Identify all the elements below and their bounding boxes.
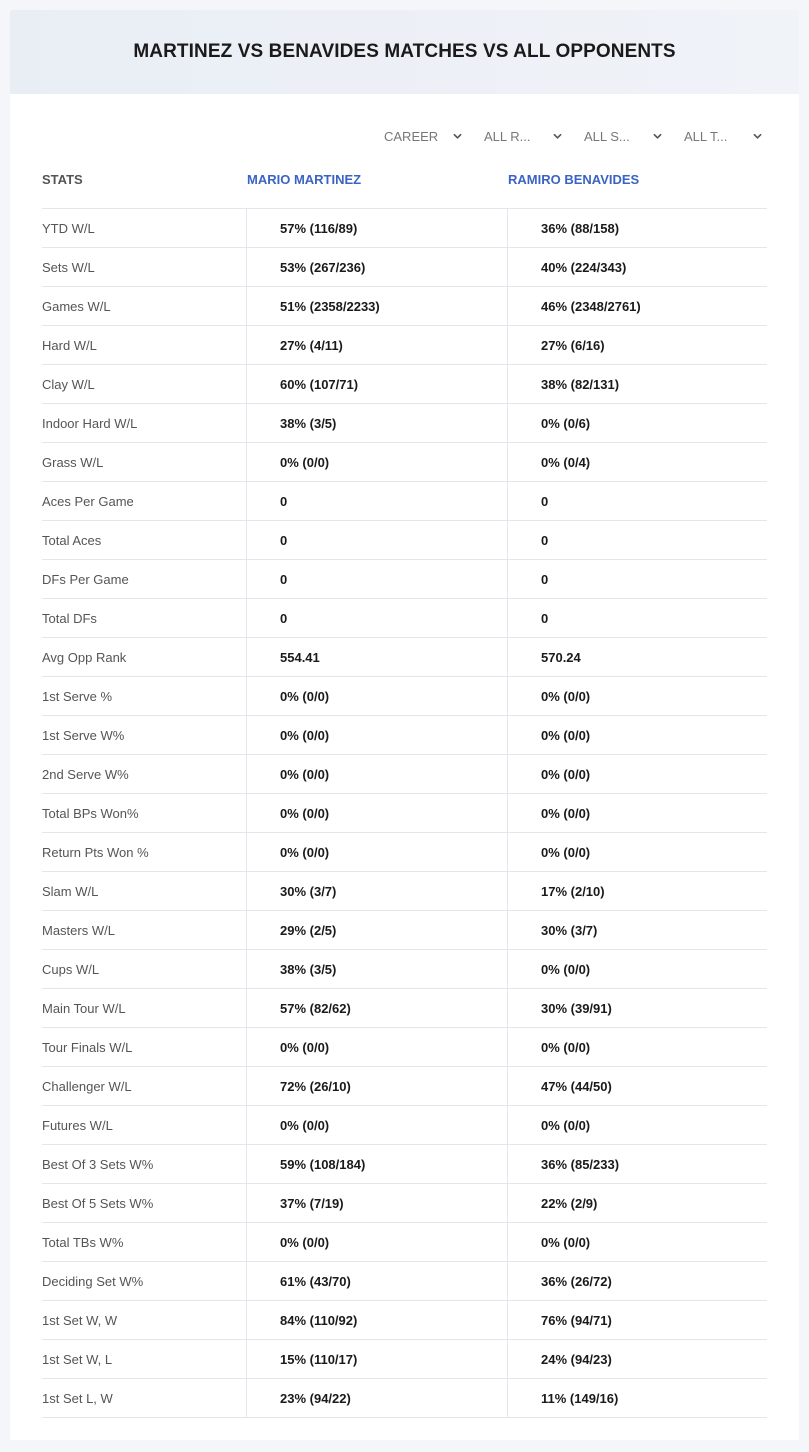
player1-value: 0% (0/0): [246, 677, 507, 715]
table-row: [42, 1379, 767, 1418]
filter-tournaments-label: ALL T...: [684, 128, 728, 144]
table-row: [42, 989, 767, 1028]
player1-value: 0: [246, 599, 507, 637]
chevron-down-icon: [553, 132, 562, 141]
player1-value: 0% (0/0): [246, 1223, 507, 1261]
table-row: [42, 521, 767, 560]
player2-value: 0% (0/0): [507, 833, 767, 871]
player1-value: 23% (94/22): [246, 1379, 507, 1417]
player1-value: 0% (0/0): [246, 1106, 507, 1144]
player2-value: 40% (224/343): [507, 248, 767, 286]
stat-label: DFs Per Game: [42, 571, 129, 587]
table-row: [42, 1262, 767, 1301]
player1-value: 51% (2358/2233): [246, 287, 507, 325]
stat-label: 1st Set L, W: [42, 1390, 113, 1406]
table-row: [42, 911, 767, 950]
player2-value: 0% (0/0): [507, 1223, 767, 1261]
chevron-down-icon: [753, 132, 762, 141]
table-header: [42, 168, 767, 208]
stat-label: Deciding Set W%: [42, 1273, 144, 1289]
table-row: [42, 599, 767, 638]
filter-period-dropdown[interactable]: [374, 124, 474, 148]
stat-label: Indoor Hard W/L: [42, 415, 138, 431]
stat-label: Total Aces: [42, 532, 102, 548]
player2-value: 24% (94/23): [507, 1340, 767, 1378]
stat-label: Best Of 3 Sets W%: [42, 1156, 154, 1172]
table-row: [42, 1028, 767, 1067]
stat-label: Best Of 5 Sets W%: [42, 1195, 154, 1211]
table-row: [42, 1223, 767, 1262]
player1-value: 0% (0/0): [246, 833, 507, 871]
player1-value: 38% (3/5): [246, 950, 507, 988]
table-row: [42, 365, 767, 404]
player1-value: 57% (82/62): [246, 989, 507, 1027]
player1-value: 29% (2/5): [246, 911, 507, 949]
player1-value: 0% (0/0): [246, 443, 507, 481]
column-header-player2-link[interactable]: RAMIRO BENAVIDES: [508, 172, 640, 187]
stat-label: 1st Serve W%: [42, 727, 125, 743]
stat-label: Main Tour W/L: [42, 1000, 126, 1016]
player1-value: 38% (3/5): [246, 404, 507, 442]
table-row: [42, 404, 767, 443]
player1-value: 0% (0/0): [246, 1028, 507, 1066]
player2-value: 30% (3/7): [507, 911, 767, 949]
player2-value: 38% (82/131): [507, 365, 767, 403]
player2-value: 0% (0/0): [507, 677, 767, 715]
filter-bar: [374, 124, 774, 148]
player2-value: 0% (0/0): [507, 1106, 767, 1144]
stat-label: Total DFs: [42, 610, 97, 626]
player2-value: 0% (0/0): [507, 1028, 767, 1066]
table-row: [42, 1106, 767, 1145]
table-row: [42, 872, 767, 911]
player1-value: 0: [246, 560, 507, 598]
player2-value: 30% (39/91): [507, 989, 767, 1027]
filter-period-label: CAREER: [384, 128, 439, 144]
table-row: [42, 209, 767, 248]
stat-label: 1st Serve %: [42, 688, 113, 704]
player1-value: 60% (107/71): [246, 365, 507, 403]
chevron-down-icon: [653, 132, 662, 141]
player1-value: 37% (7/19): [246, 1184, 507, 1222]
table-row: [42, 482, 767, 521]
table-row: [42, 1067, 767, 1106]
stat-label: 1st Set W, L: [42, 1351, 113, 1367]
player2-value: 11% (149/16): [507, 1379, 767, 1417]
player1-value: 72% (26/10): [246, 1067, 507, 1105]
player2-value: 0% (0/6): [507, 404, 767, 442]
table-row: [42, 443, 767, 482]
player2-value: 0% (0/0): [507, 794, 767, 832]
player2-value: 0: [507, 560, 767, 598]
stat-label: Futures W/L: [42, 1117, 113, 1133]
filter-surfaces-label: ALL S...: [584, 128, 630, 144]
stat-label: Grass W/L: [42, 454, 104, 470]
table-row: [42, 326, 767, 365]
player1-value: 0% (0/0): [246, 755, 507, 793]
table-row: [42, 638, 767, 677]
stat-label: Challenger W/L: [42, 1078, 132, 1094]
player1-value: 27% (4/11): [246, 326, 507, 364]
player2-value: 0% (0/0): [507, 755, 767, 793]
table-row: [42, 716, 767, 755]
table-row: [42, 950, 767, 989]
player2-value: 0% (0/4): [507, 443, 767, 481]
stats-card: [10, 10, 799, 1440]
table-row: [42, 1184, 767, 1223]
player1-value: 554.41: [246, 638, 507, 676]
filter-surfaces-dropdown[interactable]: [574, 124, 674, 148]
player2-value: 46% (2348/2761): [507, 287, 767, 325]
table-row: [42, 1145, 767, 1184]
stat-label: Slam W/L: [42, 883, 99, 899]
stat-label: Aces Per Game: [42, 493, 134, 509]
column-header-player1-link[interactable]: MARIO MARTINEZ: [247, 172, 362, 187]
player2-value: 17% (2/10): [507, 872, 767, 910]
player1-value: 0: [246, 521, 507, 559]
player1-value: 53% (267/236): [246, 248, 507, 286]
player1-value: 59% (108/184): [246, 1145, 507, 1183]
player2-value: 0% (0/0): [507, 716, 767, 754]
player1-value: 57% (116/89): [246, 209, 507, 247]
table-row: [42, 677, 767, 716]
player2-value: 22% (2/9): [507, 1184, 767, 1222]
stat-label: Clay W/L: [42, 376, 95, 392]
table-row: [42, 794, 767, 833]
stat-label: 2nd Serve W%: [42, 766, 129, 782]
stat-label: Sets W/L: [42, 259, 95, 275]
filter-rounds-dropdown[interactable]: [474, 124, 574, 148]
player2-value: 36% (26/72): [507, 1262, 767, 1300]
stat-label: Cups W/L: [42, 961, 100, 977]
player2-value: 0: [507, 482, 767, 520]
filter-tournaments-dropdown[interactable]: [674, 124, 774, 148]
player1-value: 61% (43/70): [246, 1262, 507, 1300]
player2-value: 27% (6/16): [507, 326, 767, 364]
stat-label: YTD W/L: [42, 220, 95, 236]
player2-value: 0: [507, 599, 767, 637]
player2-value: 47% (44/50): [507, 1067, 767, 1105]
stat-label: Avg Opp Rank: [42, 649, 127, 665]
card-header: [10, 10, 799, 94]
page-title: MARTINEZ VS BENAVIDES MATCHES VS ALL OPPONENTS: [133, 41, 676, 62]
player2-value: 570.24: [507, 638, 767, 676]
stat-label: Hard W/L: [42, 337, 97, 353]
player2-value: 36% (88/158): [507, 209, 767, 247]
player1-value: 30% (3/7): [246, 872, 507, 910]
stat-label: Total BPs Won%: [42, 805, 139, 821]
table-row: [42, 560, 767, 599]
filter-rounds-label: ALL R...: [484, 128, 531, 144]
player2-value: 36% (85/233): [507, 1145, 767, 1183]
player2-value: 0% (0/0): [507, 950, 767, 988]
stat-label: 1st Set W, W: [42, 1312, 118, 1328]
stat-label: Masters W/L: [42, 922, 115, 938]
table-row: [42, 287, 767, 326]
table-row: [42, 833, 767, 872]
stat-label: Tour Finals W/L: [42, 1039, 133, 1055]
stat-label: Return Pts Won %: [42, 844, 149, 860]
column-header-stats: STATS: [42, 172, 83, 187]
player1-value: 0: [246, 482, 507, 520]
stats-table: [42, 208, 767, 1418]
stat-label: Games W/L: [42, 298, 111, 314]
player2-value: 0: [507, 521, 767, 559]
table-row: [42, 1340, 767, 1379]
table-row: [42, 755, 767, 794]
player1-value: 84% (110/92): [246, 1301, 507, 1339]
player1-value: 0% (0/0): [246, 794, 507, 832]
player1-value: 15% (110/17): [246, 1340, 507, 1378]
stat-label: Total TBs W%: [42, 1234, 124, 1250]
player2-value: 76% (94/71): [507, 1301, 767, 1339]
table-row: [42, 1301, 767, 1340]
player1-value: 0% (0/0): [246, 716, 507, 754]
chevron-down-icon: [453, 132, 462, 141]
table-row: [42, 248, 767, 287]
